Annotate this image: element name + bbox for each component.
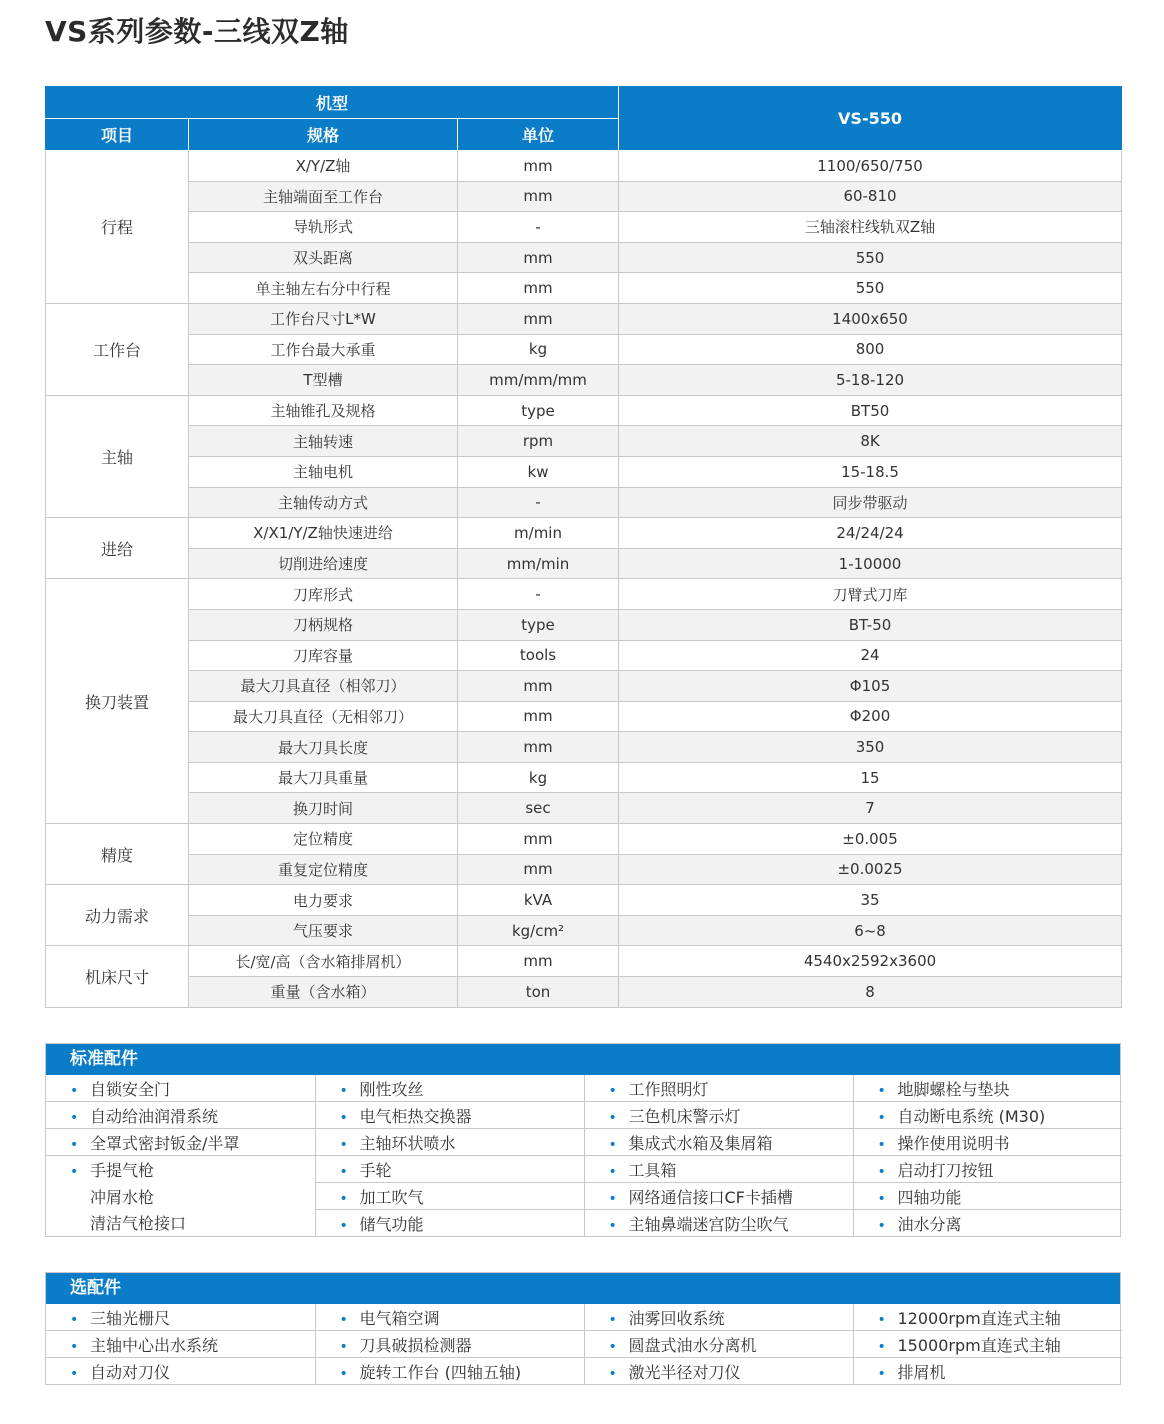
spec-row bbox=[46, 579, 1122, 610]
bullet-icon: • bbox=[608, 1082, 617, 1099]
accessory-label: 主轴环状喷水 bbox=[359, 1133, 456, 1153]
spec-cell-unit: mm bbox=[458, 303, 619, 334]
accessory-label: 旋转工作台 (四轴五轴) bbox=[359, 1362, 522, 1382]
spec-cell-value: Φ200 bbox=[619, 701, 1122, 732]
accessory-item bbox=[584, 1075, 853, 1102]
accessory-label: 自动断电系统 (M30) bbox=[897, 1106, 1046, 1126]
spec-cell-value: BT-50 bbox=[619, 609, 1122, 640]
accessory-row bbox=[46, 1331, 1122, 1358]
bullet-icon: • bbox=[70, 1136, 79, 1153]
accessory-item bbox=[46, 1331, 315, 1358]
standard-accessories-table bbox=[46, 1075, 1122, 1236]
bullet-icon: • bbox=[608, 1109, 617, 1126]
spec-group-label: 精度 bbox=[46, 824, 189, 885]
accessory-item bbox=[853, 1304, 1122, 1331]
spec-group-label: 动力需求 bbox=[46, 885, 189, 946]
spec-cell-unit: - bbox=[458, 212, 619, 243]
accessory-item bbox=[315, 1210, 584, 1237]
spec-cell-unit: kg bbox=[458, 334, 619, 365]
spec-cell-spec: 主轴转速 bbox=[189, 426, 458, 457]
spec-cell-value: 1400x650 bbox=[619, 303, 1122, 334]
accessory-item bbox=[584, 1304, 853, 1331]
accessory-label: 主轴中心出水系统 bbox=[90, 1335, 219, 1355]
bullet-icon: • bbox=[339, 1217, 348, 1234]
spec-cell-spec: X/Y/Z轴 bbox=[189, 151, 458, 182]
accessory-label: 冲屑水枪 bbox=[90, 1187, 155, 1207]
spec-cell-spec: 工作台最大承重 bbox=[189, 334, 458, 365]
spec-cell-spec: 单主轴左右分中行程 bbox=[189, 273, 458, 304]
spec-cell-unit: mm bbox=[458, 242, 619, 273]
spec-row bbox=[46, 334, 1122, 365]
accessory-row bbox=[46, 1304, 1122, 1331]
accessory-row bbox=[46, 1156, 1122, 1183]
bullet-icon: • bbox=[877, 1190, 886, 1207]
accessory-label: 三轴光栅尺 bbox=[90, 1308, 171, 1328]
spec-cell-spec: 刀库形式 bbox=[189, 579, 458, 610]
accessory-row bbox=[46, 1102, 1122, 1129]
spec-cell-spec: 最大刀具直径（相邻刀） bbox=[189, 671, 458, 702]
bullet-icon: • bbox=[70, 1311, 79, 1328]
accessory-row bbox=[46, 1358, 1122, 1385]
model-header: VS-550 bbox=[619, 87, 1122, 151]
accessory-item bbox=[853, 1102, 1122, 1129]
bullet-icon: • bbox=[877, 1217, 886, 1234]
accessory-label: 网络通信接口CF卡插槽 bbox=[628, 1187, 793, 1207]
accessory-label: 工具箱 bbox=[628, 1160, 677, 1180]
accessory-item bbox=[315, 1075, 584, 1102]
spec-cell-unit: type bbox=[458, 609, 619, 640]
accessory-label: 清洁气枪接口 bbox=[90, 1214, 187, 1234]
bullet-icon: • bbox=[70, 1109, 79, 1126]
spec-cell-unit: mm bbox=[458, 671, 619, 702]
accessory-item bbox=[584, 1156, 853, 1183]
accessory-item bbox=[584, 1331, 853, 1358]
bullet-icon: • bbox=[70, 1082, 79, 1099]
accessory-label: 油水分离 bbox=[897, 1214, 962, 1234]
spec-cell-value: 15 bbox=[619, 762, 1122, 793]
spec-cell-spec: 主轴锥孔及规格 bbox=[189, 395, 458, 426]
bullet-icon: • bbox=[608, 1365, 617, 1382]
spec-cell-value: 350 bbox=[619, 732, 1122, 763]
accessory-label: 电气箱空调 bbox=[359, 1308, 440, 1328]
model-label-header: 机型 bbox=[46, 87, 619, 119]
spec-cell-value: 24 bbox=[619, 640, 1122, 671]
spec-cell-unit: ton bbox=[458, 977, 619, 1008]
accessory-item bbox=[584, 1129, 853, 1156]
spec-cell-unit: - bbox=[458, 579, 619, 610]
spec-cell-spec: 工作台尺寸L*W bbox=[189, 303, 458, 334]
spec-cell-unit: kw bbox=[458, 456, 619, 487]
spec-cell-value: 8K bbox=[619, 426, 1122, 457]
bullet-icon: • bbox=[877, 1163, 886, 1180]
spec-cell-unit: mm bbox=[458, 151, 619, 182]
bullet-icon: • bbox=[608, 1311, 617, 1328]
spec-row bbox=[46, 701, 1122, 732]
spec-cell-value: 550 bbox=[619, 242, 1122, 273]
accessory-label: 加工吹气 bbox=[359, 1187, 424, 1207]
spec-cell-spec: 定位精度 bbox=[189, 824, 458, 855]
bullet-icon: • bbox=[339, 1082, 348, 1099]
spec-cell-value: 24/24/24 bbox=[619, 518, 1122, 549]
bullet-icon: • bbox=[339, 1163, 348, 1180]
spec-cell-spec: 主轴端面至工作台 bbox=[189, 181, 458, 212]
spec-group-label: 主轴 bbox=[46, 395, 189, 517]
spec-cell-value: 同步带驱动 bbox=[619, 487, 1122, 518]
spec-cell-value: 35 bbox=[619, 885, 1122, 916]
spec-cell-unit: kg/cm² bbox=[458, 915, 619, 946]
accessory-label: 地脚螺栓与垫块 bbox=[897, 1079, 1010, 1099]
accessory-label: 启动打刀按钮 bbox=[897, 1160, 994, 1180]
accessory-item bbox=[853, 1210, 1122, 1237]
spec-row bbox=[46, 640, 1122, 671]
unit-header: 单位 bbox=[458, 119, 619, 151]
spec-cell-unit: mm bbox=[458, 946, 619, 977]
accessory-row bbox=[46, 1129, 1122, 1156]
accessory-label: 手轮 bbox=[359, 1160, 392, 1180]
spec-row bbox=[46, 946, 1122, 977]
spec-row bbox=[46, 609, 1122, 640]
spec-cell-spec: 换刀时间 bbox=[189, 793, 458, 824]
spec-row bbox=[46, 671, 1122, 702]
accessory-label: 自动对刀仪 bbox=[90, 1362, 171, 1382]
spec-cell-spec: 导轨形式 bbox=[189, 212, 458, 243]
spec-cell-spec: 最大刀具长度 bbox=[189, 732, 458, 763]
spec-cell-spec: 气压要求 bbox=[189, 915, 458, 946]
spec-row bbox=[46, 212, 1122, 243]
spec-cell-spec: 最大刀具直径（无相邻刀） bbox=[189, 701, 458, 732]
spec-cell-unit: kg bbox=[458, 762, 619, 793]
spec-cell-spec: 双头距离 bbox=[189, 242, 458, 273]
accessory-item bbox=[315, 1102, 584, 1129]
accessory-item bbox=[584, 1210, 853, 1237]
accessory-label: 自动给油润滑系统 bbox=[90, 1106, 219, 1126]
accessory-row bbox=[46, 1210, 1122, 1237]
accessory-label: 操作使用说明书 bbox=[897, 1133, 1010, 1153]
spec-cell-unit: mm/mm/mm bbox=[458, 365, 619, 396]
accessory-item bbox=[853, 1075, 1122, 1102]
accessory-item bbox=[853, 1156, 1122, 1183]
accessory-label: 集成式水箱及集屑箱 bbox=[628, 1133, 773, 1153]
spec-cell-spec: T型槽 bbox=[189, 365, 458, 396]
accessory-item bbox=[46, 1075, 315, 1102]
spec-cell-spec: 重量（含水箱） bbox=[189, 977, 458, 1008]
spec-cell-spec: 刀库容量 bbox=[189, 640, 458, 671]
accessory-label: 储气功能 bbox=[359, 1214, 424, 1234]
spec-row bbox=[46, 242, 1122, 273]
spec-cell-spec: 主轴传动方式 bbox=[189, 487, 458, 518]
spec-row bbox=[46, 915, 1122, 946]
spec-row bbox=[46, 762, 1122, 793]
accessory-item bbox=[315, 1183, 584, 1210]
accessory-item bbox=[315, 1358, 584, 1385]
spec-row bbox=[46, 456, 1122, 487]
accessory-item bbox=[853, 1129, 1122, 1156]
spec-cell-value: 1-10000 bbox=[619, 548, 1122, 579]
accessory-label: 15000rpm直连式主轴 bbox=[897, 1335, 1061, 1355]
accessory-label: 手提气枪 bbox=[90, 1160, 155, 1180]
spec-row bbox=[46, 824, 1122, 855]
bullet-icon: • bbox=[70, 1365, 79, 1382]
spec-row bbox=[46, 885, 1122, 916]
accessory-label: 激光半径对刀仪 bbox=[628, 1362, 741, 1382]
accessory-item bbox=[315, 1156, 584, 1183]
spec-cell-value: 刀臂式刀库 bbox=[619, 579, 1122, 610]
accessory-row bbox=[46, 1075, 1122, 1102]
accessory-label: 全罩式密封钣金/半罩 bbox=[90, 1133, 240, 1153]
accessory-item bbox=[853, 1358, 1122, 1385]
spec-cell-value: BT50 bbox=[619, 395, 1122, 426]
spec-row bbox=[46, 303, 1122, 334]
spec-cell-unit: mm bbox=[458, 181, 619, 212]
spec-cell-value: 5-18-120 bbox=[619, 365, 1122, 396]
spec-group-label: 换刀装置 bbox=[46, 579, 189, 824]
bullet-icon: • bbox=[877, 1338, 886, 1355]
spec-row bbox=[46, 181, 1122, 212]
bullet-icon: • bbox=[608, 1338, 617, 1355]
bullet-icon: • bbox=[608, 1136, 617, 1153]
accessory-item bbox=[46, 1304, 315, 1331]
standard-accessories-title: 标准配件 bbox=[46, 1044, 1120, 1075]
spec-group-label: 工作台 bbox=[46, 303, 189, 395]
spec-cell-spec: X/X1/Y/Z轴快速进给 bbox=[189, 518, 458, 549]
accessory-item bbox=[315, 1129, 584, 1156]
spec-row bbox=[46, 548, 1122, 579]
bullet-icon: • bbox=[339, 1136, 348, 1153]
spec-cell-value: Φ105 bbox=[619, 671, 1122, 702]
spec-row bbox=[46, 854, 1122, 885]
spec-group-label: 机床尺寸 bbox=[46, 946, 189, 1007]
spec-cell-unit: sec bbox=[458, 793, 619, 824]
accessory-item bbox=[584, 1358, 853, 1385]
accessory-item bbox=[46, 1210, 315, 1237]
accessory-item bbox=[315, 1331, 584, 1358]
spec-cell-value: 7 bbox=[619, 793, 1122, 824]
accessory-item bbox=[46, 1156, 315, 1183]
accessory-item bbox=[46, 1358, 315, 1385]
bullet-icon: • bbox=[70, 1163, 79, 1180]
bullet-icon: • bbox=[877, 1311, 886, 1328]
spec-cell-spec: 刀柄规格 bbox=[189, 609, 458, 640]
spec-cell-value: 60-810 bbox=[619, 181, 1122, 212]
spec-cell-spec: 最大刀具重量 bbox=[189, 762, 458, 793]
bullet-icon: • bbox=[70, 1338, 79, 1355]
spec-row bbox=[46, 426, 1122, 457]
accessory-label: 排屑机 bbox=[897, 1362, 946, 1382]
accessory-label: 刀具破损检测器 bbox=[359, 1335, 472, 1355]
spec-cell-unit: tools bbox=[458, 640, 619, 671]
accessory-label: 圆盘式油水分离机 bbox=[628, 1335, 757, 1355]
spec-row bbox=[46, 365, 1122, 396]
spec-cell-spec: 电力要求 bbox=[189, 885, 458, 916]
spec-cell-unit: - bbox=[458, 487, 619, 518]
spec-group-label: 行程 bbox=[46, 151, 189, 304]
spec-cell-value: 4540x2592x3600 bbox=[619, 946, 1122, 977]
bullet-icon: • bbox=[339, 1190, 348, 1207]
bullet-icon: • bbox=[339, 1365, 348, 1382]
spec-row bbox=[46, 151, 1122, 182]
spec-cell-spec: 长/宽/高（含水箱排屑机） bbox=[189, 946, 458, 977]
spec-row bbox=[46, 793, 1122, 824]
accessory-item bbox=[46, 1183, 315, 1210]
spec-cell-unit: mm bbox=[458, 701, 619, 732]
spec-cell-unit: kVA bbox=[458, 885, 619, 916]
spec-cell-value: 6~8 bbox=[619, 915, 1122, 946]
accessory-label: 电气柜热交换器 bbox=[359, 1106, 472, 1126]
accessory-row bbox=[46, 1183, 1122, 1210]
optional-accessories-panel bbox=[45, 1272, 1121, 1385]
spec-cell-value: 550 bbox=[619, 273, 1122, 304]
accessory-label: 主轴鼻端迷宫防尘吹气 bbox=[628, 1214, 789, 1234]
spec-cell-unit: type bbox=[458, 395, 619, 426]
spec-cell-unit: m/min bbox=[458, 518, 619, 549]
accessory-item bbox=[853, 1331, 1122, 1358]
accessory-item bbox=[584, 1183, 853, 1210]
spec-cell-value: 1100/650/750 bbox=[619, 151, 1122, 182]
accessory-item bbox=[853, 1183, 1122, 1210]
standard-accessories-panel bbox=[45, 1043, 1121, 1237]
spec-cell-unit: mm bbox=[458, 854, 619, 885]
spec-cell-spec: 重复定位精度 bbox=[189, 854, 458, 885]
accessory-label: 四轴功能 bbox=[897, 1187, 962, 1207]
accessory-label: 12000rpm直连式主轴 bbox=[897, 1308, 1061, 1328]
bullet-icon: • bbox=[339, 1311, 348, 1328]
spec-cell-unit: mm bbox=[458, 732, 619, 763]
bullet-icon: • bbox=[877, 1365, 886, 1382]
spec-header: 规格 bbox=[189, 119, 458, 151]
optional-accessories-table bbox=[46, 1304, 1122, 1384]
accessory-label: 工作照明灯 bbox=[628, 1079, 709, 1099]
accessory-label: 油雾回收系统 bbox=[628, 1308, 725, 1328]
bullet-icon: • bbox=[608, 1190, 617, 1207]
spec-row bbox=[46, 273, 1122, 304]
spec-cell-value: 800 bbox=[619, 334, 1122, 365]
spec-cell-unit: mm bbox=[458, 273, 619, 304]
item-header: 项目 bbox=[46, 119, 189, 151]
accessory-label: 三色机床警示灯 bbox=[628, 1106, 741, 1126]
spec-cell-spec: 切削进给速度 bbox=[189, 548, 458, 579]
spec-cell-unit: rpm bbox=[458, 426, 619, 457]
bullet-icon: • bbox=[608, 1163, 617, 1180]
bullet-icon: • bbox=[608, 1217, 617, 1234]
spec-row bbox=[46, 732, 1122, 763]
accessory-label: 刚性攻丝 bbox=[359, 1079, 424, 1099]
accessory-item bbox=[46, 1102, 315, 1129]
spec-cell-value: 三轴滚柱线轨双Z轴 bbox=[619, 212, 1122, 243]
spec-row bbox=[46, 977, 1122, 1008]
bullet-icon: • bbox=[877, 1109, 886, 1126]
spec-row bbox=[46, 487, 1122, 518]
spec-cell-value: 15-18.5 bbox=[619, 456, 1122, 487]
spec-cell-unit: mm bbox=[458, 824, 619, 855]
spec-cell-value: ±0.005 bbox=[619, 824, 1122, 855]
accessory-item bbox=[46, 1129, 315, 1156]
accessory-item bbox=[315, 1304, 584, 1331]
accessory-item bbox=[584, 1102, 853, 1129]
bullet-icon: • bbox=[339, 1109, 348, 1126]
spec-cell-value: 8 bbox=[619, 977, 1122, 1008]
bullet-icon: • bbox=[877, 1136, 886, 1153]
spec-cell-value: ±0.0025 bbox=[619, 854, 1122, 885]
spec-cell-unit: mm/min bbox=[458, 548, 619, 579]
spec-table bbox=[45, 86, 1122, 1008]
spec-row bbox=[46, 518, 1122, 549]
spec-cell-spec: 主轴电机 bbox=[189, 456, 458, 487]
accessory-label: 自锁安全门 bbox=[90, 1079, 171, 1099]
bullet-icon: • bbox=[339, 1338, 348, 1355]
bullet-icon: • bbox=[877, 1082, 886, 1099]
spec-row bbox=[46, 395, 1122, 426]
page-title: VS系列参数-三线双Z轴 bbox=[45, 15, 349, 48]
spec-group-label: 进给 bbox=[46, 518, 189, 579]
optional-accessories-title: 选配件 bbox=[46, 1273, 1120, 1304]
